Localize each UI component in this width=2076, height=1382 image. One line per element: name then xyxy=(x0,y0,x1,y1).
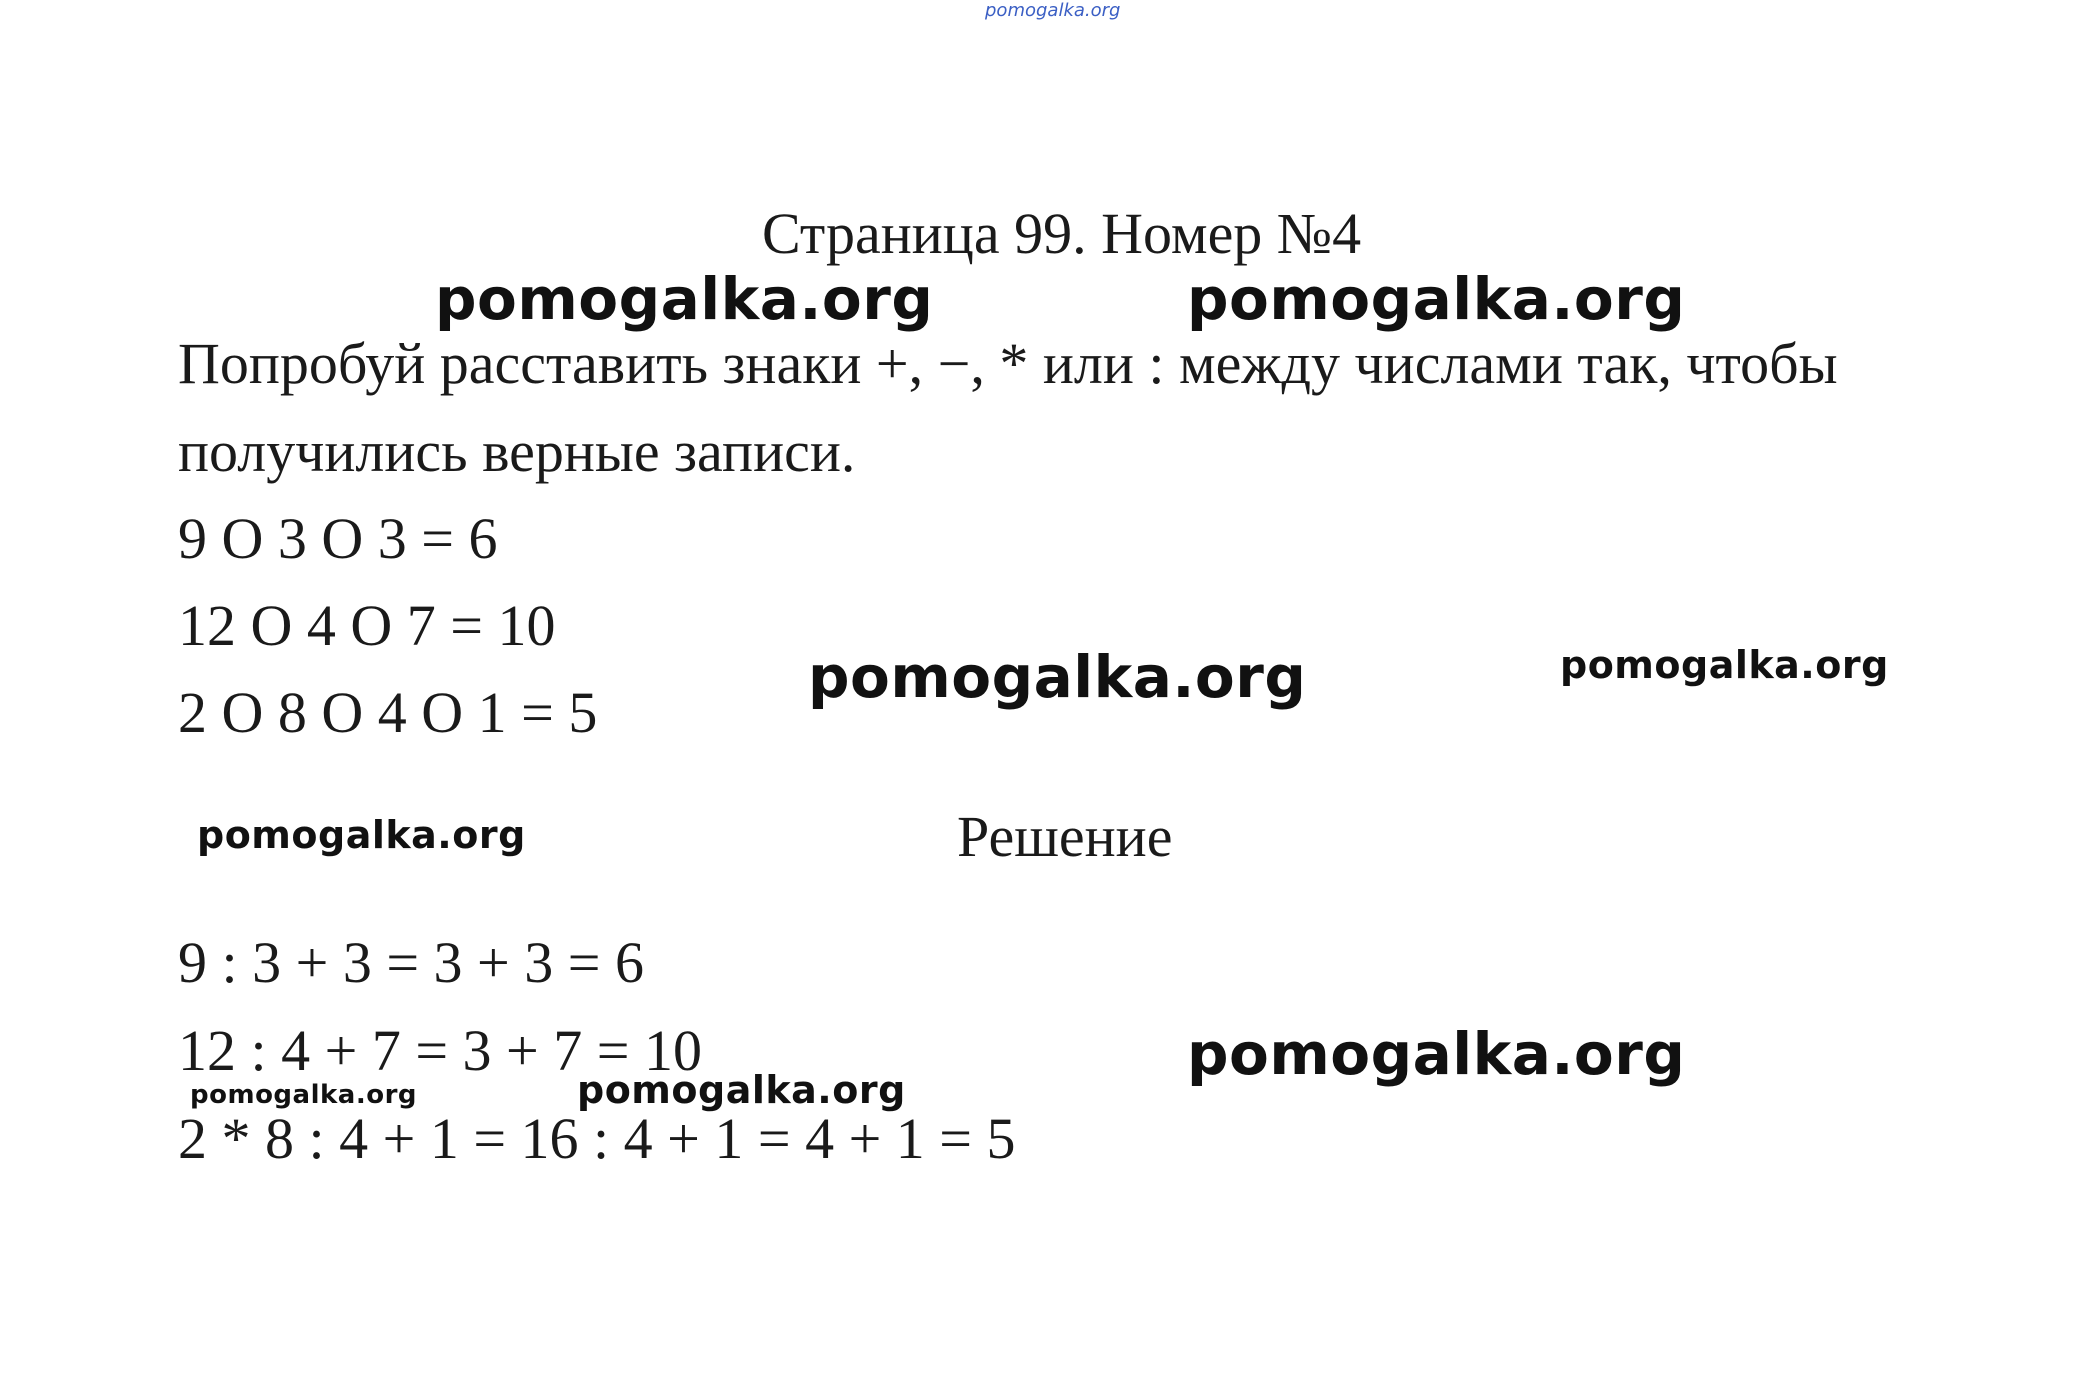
task-equation: 9 O 3 O 3 = 6 xyxy=(178,506,498,571)
watermark: pomogalka.org xyxy=(1560,643,1889,687)
solution-line: 12 : 4 + 7 = 3 + 7 = 10 xyxy=(178,1018,702,1083)
solution-line: 2 * 8 : 4 + 1 = 16 : 4 + 1 = 4 + 1 = 5 xyxy=(178,1106,1016,1171)
page-title: Страница 99. Номер №4 xyxy=(762,201,1362,266)
solution-line: 9 : 3 + 3 = 3 + 3 = 6 xyxy=(178,930,644,995)
watermark: pomogalka.org xyxy=(1187,265,1686,333)
watermark: pomogalka.org xyxy=(190,1080,418,1110)
watermark: pomogalka.org xyxy=(577,1068,906,1112)
watermark: pomogalka.org xyxy=(808,643,1307,711)
task-text-line: Попробуй расставить знаки +, −, * или : между числами так, чтобы xyxy=(178,331,1838,396)
task-equation: 2 O 8 O 4 O 1 = 5 xyxy=(178,680,598,745)
header-watermark: pomogalka.org xyxy=(985,0,1121,21)
solution-heading: Решение xyxy=(957,804,1173,869)
task-text-line: получились верные записи. xyxy=(178,419,856,484)
watermark: pomogalka.org xyxy=(1187,1020,1686,1088)
watermark: pomogalka.org xyxy=(197,813,526,857)
watermark: pomogalka.org xyxy=(435,265,934,333)
task-equation: 12 O 4 O 7 = 10 xyxy=(178,593,556,658)
